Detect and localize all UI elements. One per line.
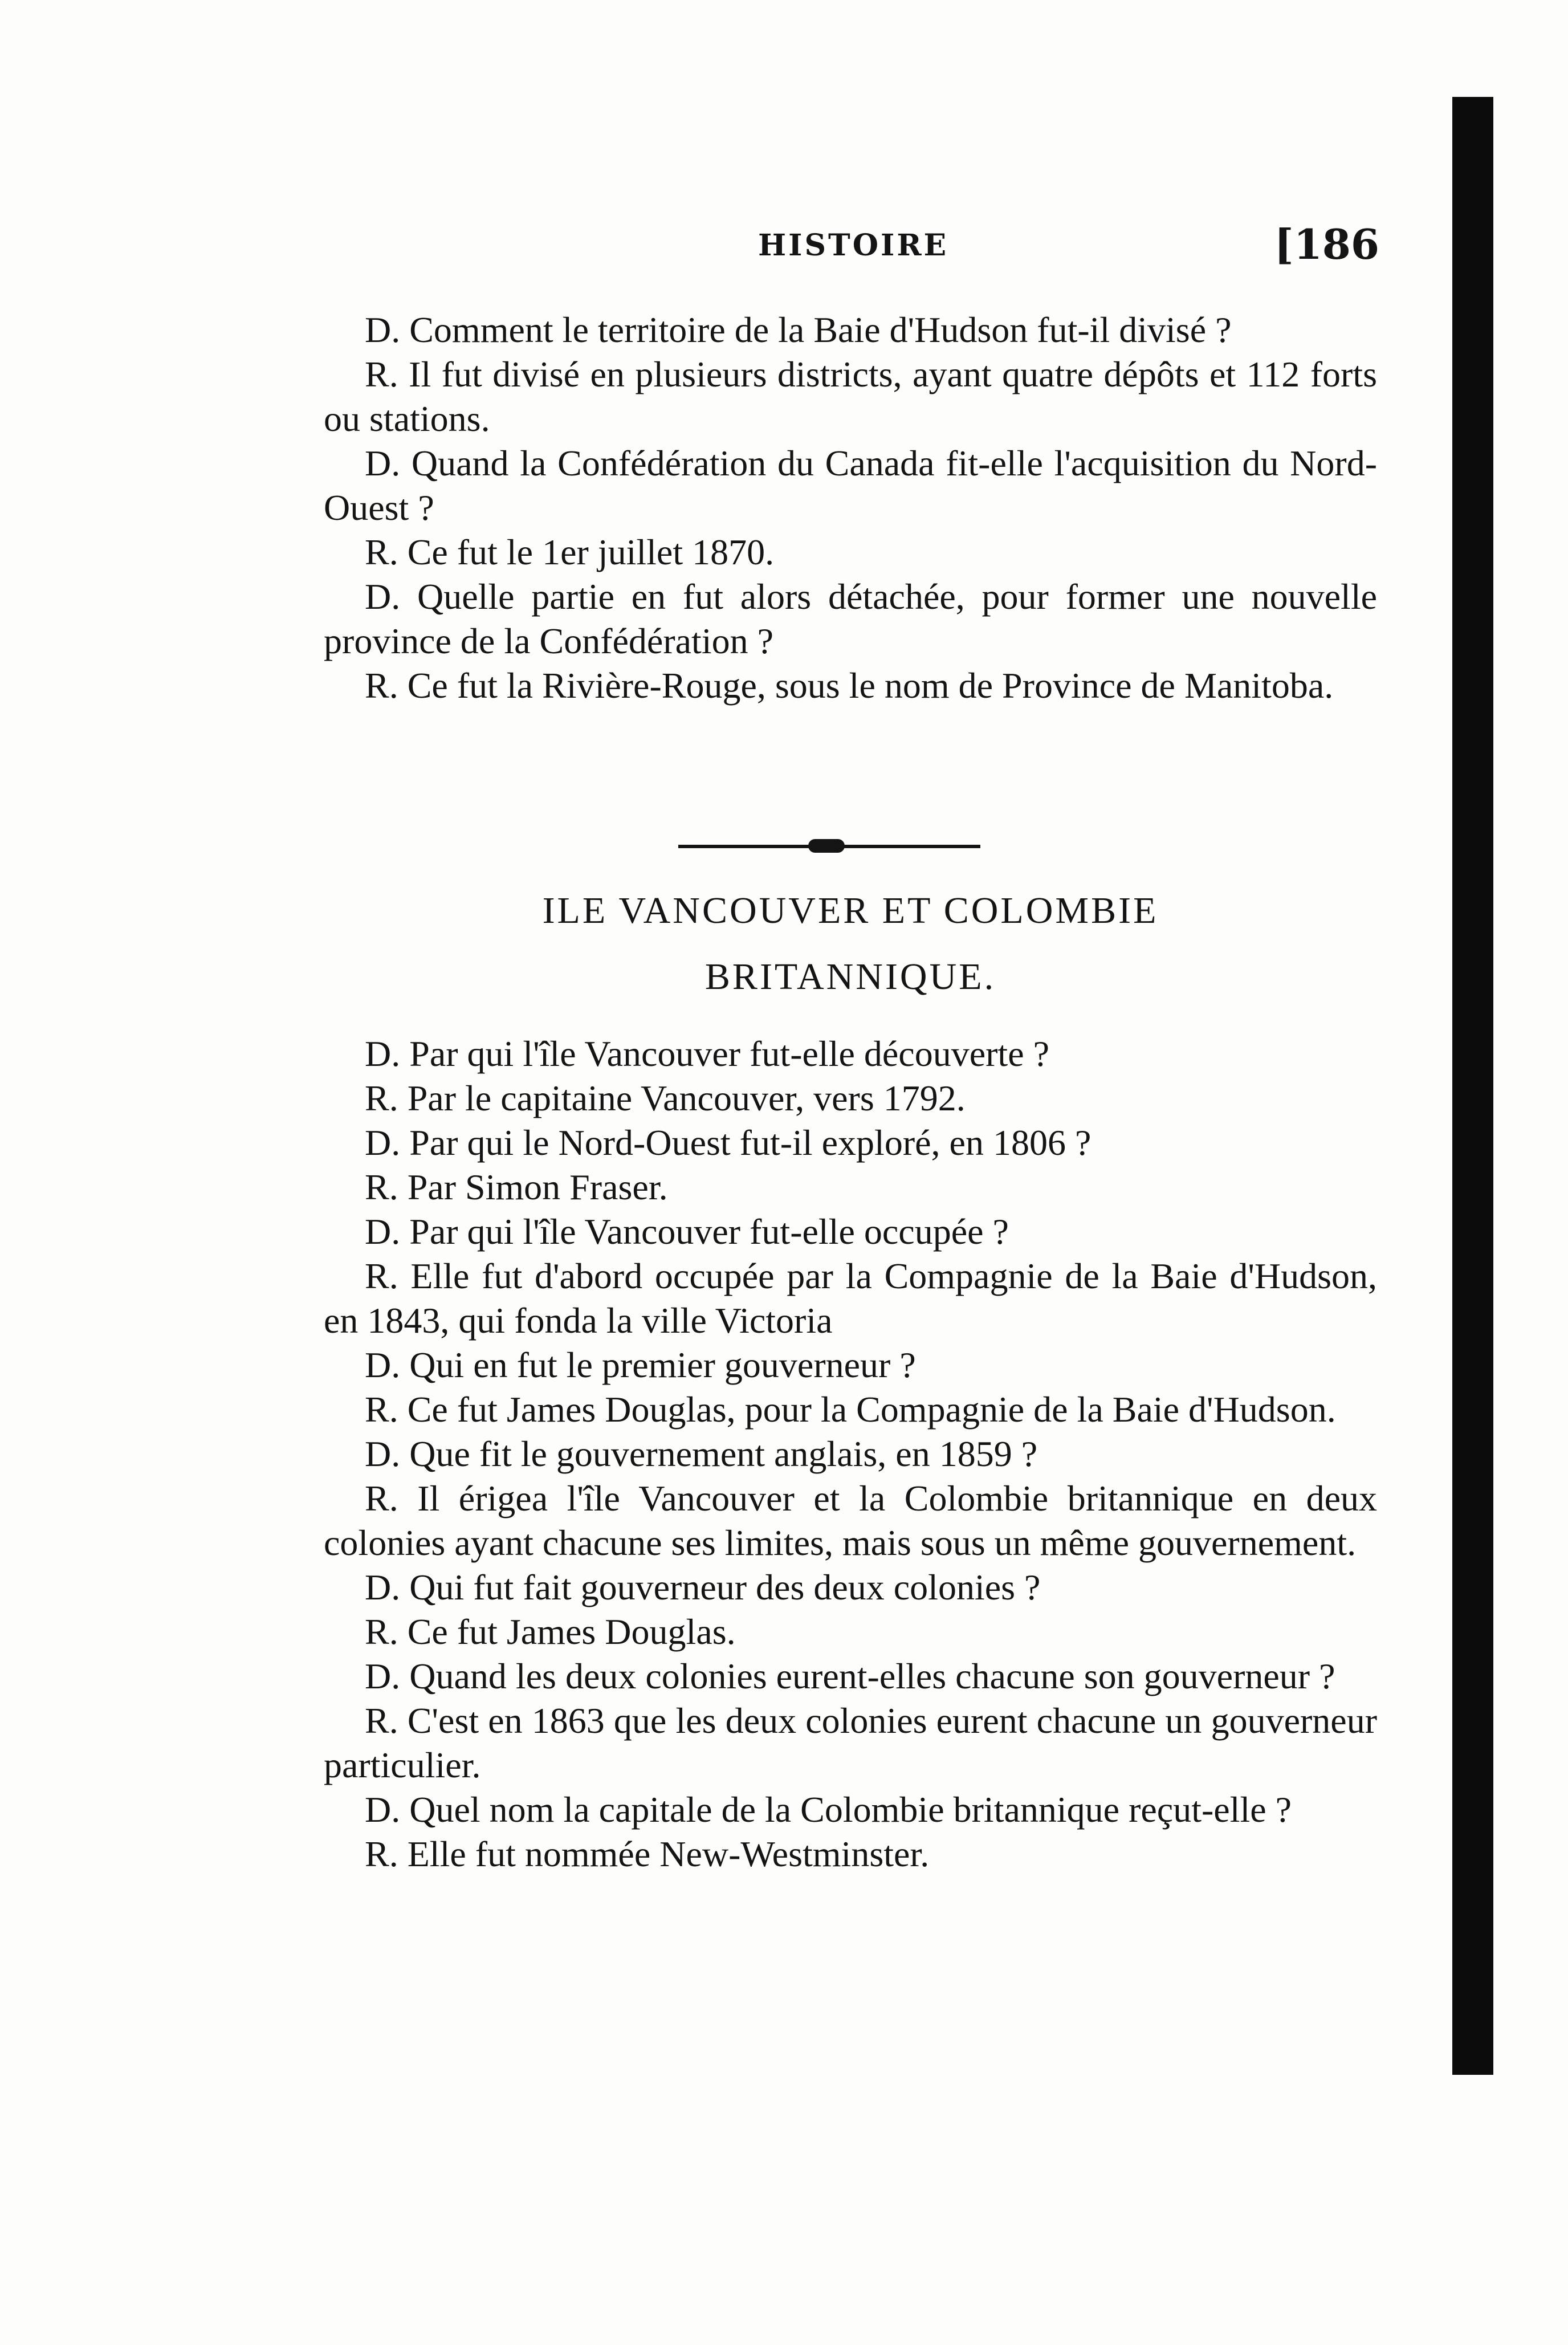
section-heading-line-2: BRITANNIQUE. (704, 956, 996, 998)
answer-paragraph: R. Il fut divisé en plusieurs districts, ayant quatre dépôts et 112 forts ou stations. (324, 354, 1377, 439)
section-heading-line-1: ILE VANCOUVER ET COLOMBIE (542, 890, 1159, 931)
answer-paragraph: R. Elle fut d'abord occupée par la Compagnie de la Baie d'Hudson, en 1843, qui fonda la ville Victoria (324, 1256, 1377, 1341)
answer-paragraph: R. C'est en 1863 que les deux colonies eurent chacune un gouverneur particulier. (324, 1700, 1377, 1785)
page-number: [186 (1274, 220, 1379, 268)
section-divider-ornament (808, 839, 845, 853)
page-header (319, 220, 1379, 274)
answer-paragraph: R. Ce fut James Douglas. (365, 1611, 736, 1652)
question-paragraph: D. Quel nom la capitale de la Colombie britannique reçut-elle ? (365, 1789, 1292, 1830)
question-paragraph: D. Par qui le Nord-Ouest fut-il exploré, en 1806 ? (365, 1122, 1092, 1163)
answer-paragraph: R. Ce fut la Rivière-Rouge, sous le nom de Province de Manitoba. (365, 665, 1334, 706)
question-paragraph: D. Qui en fut le premier gouverneur ? (365, 1345, 916, 1385)
section-two-text (324, 1032, 1377, 1876)
answer-paragraph: R. Elle fut nommée New-Westminster. (365, 1834, 930, 1874)
question-paragraph: D. Quand les deux colonies eurent-elles chacune son gouverneur ? (365, 1656, 1335, 1696)
question-paragraph: D. Quelle partie en fut alors détachée, pour former une nouvelle province de la Confédération ? (324, 576, 1377, 661)
answer-paragraph: R. Il érigea l'île Vancouver et la Colombie britannique en deux colonies ayant chacune ses limites, mais sous un même gouvernement. (324, 1478, 1377, 1563)
answer-paragraph: R. Par Simon Fraser. (365, 1167, 668, 1207)
answer-paragraph: R. Ce fut le 1er juillet 1870. (365, 532, 775, 572)
answer-paragraph: R. Ce fut James Douglas, pour la Compagnie de la Baie d'Hudson. (365, 1389, 1336, 1430)
page-edge-shadow (1452, 97, 1493, 2075)
running-title: HISTOIRE (758, 228, 949, 263)
question-paragraph: D. Quand la Confédération du Canada fit-elle l'acquisition du Nord-Ouest ? (324, 443, 1377, 528)
question-paragraph: D. Comment le territoire de la Baie d'Hudson fut-il divisé ? (365, 310, 1232, 350)
section-one-text (324, 308, 1377, 708)
question-paragraph: D. Que fit le gouvernement anglais, en 1859 ? (365, 1434, 1038, 1474)
question-paragraph: D. Par qui l'île Vancouver fut-elle découverte ? (365, 1033, 1049, 1074)
question-paragraph: D. Par qui l'île Vancouver fut-elle occupée ? (365, 1211, 1009, 1252)
question-paragraph: D. Qui fut fait gouverneur des deux colonies ? (365, 1567, 1041, 1607)
answer-paragraph: R. Par le capitaine Vancouver, vers 1792. (365, 1078, 966, 1118)
